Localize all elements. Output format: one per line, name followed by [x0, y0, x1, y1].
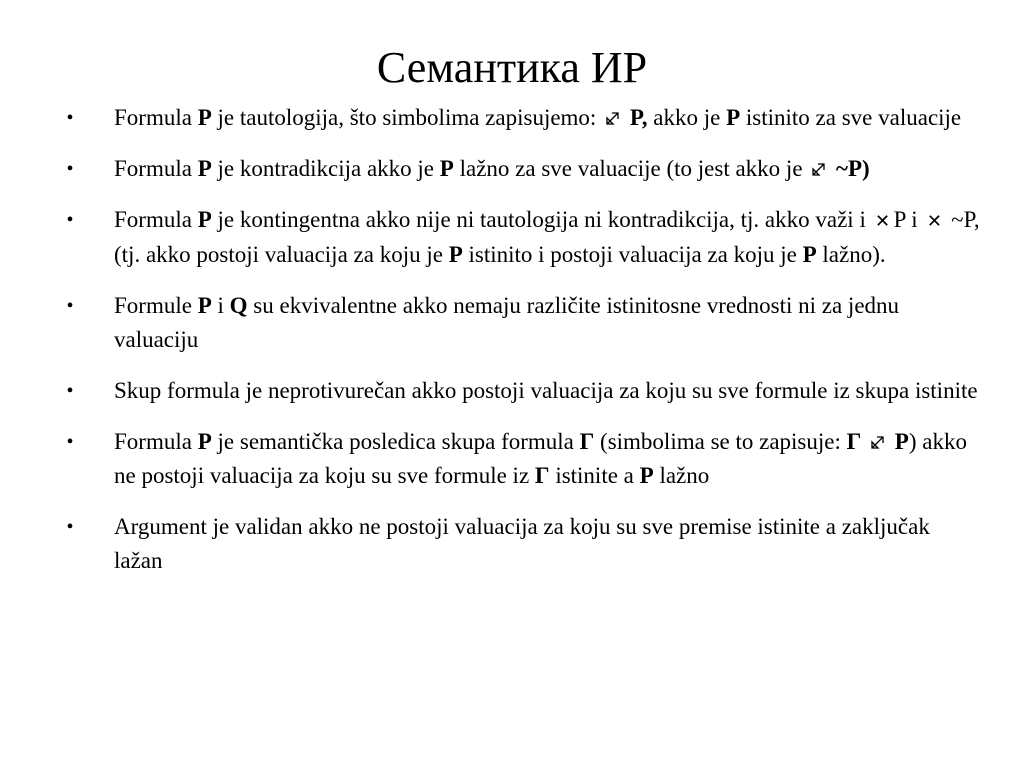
bullet-icon: • — [66, 380, 74, 402]
slide-title: Семантика ИР — [376, 43, 648, 92]
bullet-item-contingent: • Formula P je kontingentna akko nije ni tautologija ni kontradikcija, tj. akko važi i ✕ P i ✕ ~P, (tj. akko postoji valuacija za koju je P istinito i postoji valuacija za koju je P lažno). — [0, 203, 1024, 272]
bullet-icon: • — [66, 158, 74, 180]
bullet-item-tautology: • Formula P je tautologija, što simbolima zapisujemo: P, akko je P istinito za sve valuacije — [0, 101, 1024, 135]
bullet-item-valid-argument: • Argument je validan akko ne postoji valuacija za koju su sve premise istinite a zaključak lažan — [0, 510, 1024, 578]
bullet-item-consequence: • Formula P je semantička posledica skupa formula Γ (simbolima se to zapisuje: Γ P) akko ne postoji valuacija za koju su sve formule iz Γ istinite a P lažno — [0, 425, 1024, 493]
semantic-turnstile-icon — [602, 101, 624, 135]
bullet-icon: • — [66, 209, 74, 231]
bullet-item-contradiction: • Formula P je kontradikcija akko je P lažno za sve valuacije (to jest akko je ~P) — [0, 152, 1024, 186]
bullet-list — [0, 101, 1024, 595]
bullet-item-equivalent: • Formule P i Q su ekvivalentne akko nemaju različite istinitosne vrednosti ni za jednu valuaciju — [0, 289, 1024, 357]
semantic-turnstile-icon — [867, 425, 889, 459]
semantic-turnstile-icon — [808, 152, 830, 186]
bullet-icon: • — [66, 107, 74, 129]
bullet-item-consistent: • Skup formula je neprotivurečan akko postoji valuacija za koju su sve formule iz skupa istinite — [0, 374, 1024, 408]
not-entailed-icon: ✕ — [875, 211, 891, 231]
not-entailed-icon: ✕ — [926, 211, 942, 231]
bullet-icon: • — [66, 516, 74, 538]
bullet-icon: • — [66, 295, 74, 317]
bullet-icon: • — [66, 431, 74, 453]
